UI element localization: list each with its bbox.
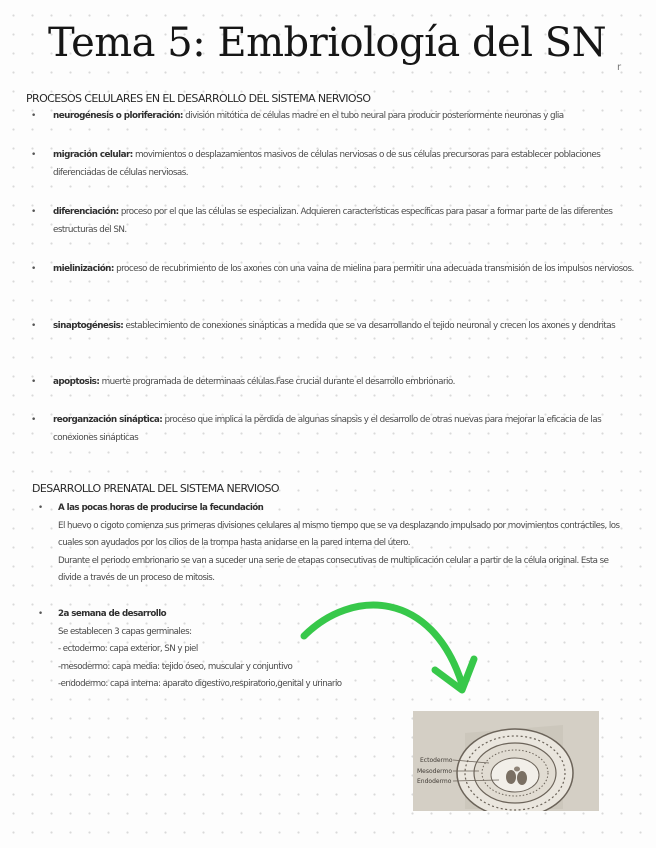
bullet-marker: • <box>31 207 36 217</box>
term-definition: establecimiento de conexiones sinápticas a medida que se va desarrollando el tejido neuronal y crecen los axones y dendritas <box>123 321 616 331</box>
term-definition: muerte programada de determinaas células.Fase crucial durante el desarrollo embrionario. <box>99 377 455 387</box>
list-item-apoptosis <box>31 374 643 392</box>
item-heading: A las pocas horas de producirse la fecundación <box>58 503 264 513</box>
page-title: Tema 5: Embriología del SN <box>48 20 607 66</box>
list-item-neurogenesis <box>31 108 643 126</box>
bullet-marker: • <box>31 321 36 331</box>
list-item-sinaptogenesis <box>31 318 643 336</box>
embryo-layers-diagram <box>413 711 599 811</box>
bullet-marker: • <box>38 609 43 619</box>
item-line: -endodermo: capa interna: aparato digestivo,respiratorio,genital y urinario <box>58 679 342 689</box>
bullet-marker: • <box>31 150 36 160</box>
label-endodermo: Endodermo <box>417 778 452 785</box>
list-item-fecundacion <box>38 500 628 588</box>
bullet-marker: • <box>38 503 43 513</box>
list-item-reorganizacion <box>31 412 643 447</box>
bullet-marker: • <box>31 111 36 121</box>
term-label: sinaptogénesis: <box>53 321 124 331</box>
list-item-diferenciacion <box>31 204 643 239</box>
term-definition: proceso por el que las células se especializan. Adquieren características específicas para pasar a formar parte de las diferentes estructuras del SN. <box>53 207 613 235</box>
section-heading-prenatal: DESARROLLO PRENATAL DEL SISTEMA NERVIOSO <box>32 482 279 495</box>
section-heading-procesos: PROCESOS CELULARES EN EL DESARROLLO DEL SISTEMA NERVIOSO <box>26 92 371 105</box>
list-item-migracion <box>31 147 643 182</box>
term-label: migración celular: <box>53 150 133 160</box>
label-mesodermo: Mesodermo <box>417 768 453 775</box>
term-label: reorganzación sináptica: <box>53 415 163 425</box>
bullet-marker: • <box>31 415 36 425</box>
label-ectodermo: Ectodermo <box>420 757 453 764</box>
term-label: diferenciación: <box>53 207 119 217</box>
term-definition: proceso de recubrimiento de los axones con una vaina de mielina para permitir una adecuada transmisión de los impulsos nerviosos. <box>113 264 634 274</box>
term-label: mielinización: <box>53 264 114 274</box>
corner-mark: r <box>617 62 622 73</box>
curved-arrow-icon <box>292 592 482 702</box>
bullet-marker: • <box>31 264 36 274</box>
item-paragraph: El huevo o cigoto comienza sus primeras divisiones celulares al mismo tiempo que se va desplazando impulsado por movimientos contráctiles, los cuales son ayudados por los cilios de la trompa hasta anidarse en la pared interna del útero. <box>58 520 620 548</box>
bullet-marker: • <box>31 377 36 387</box>
item-line: -mesodermo: capa media: tejido óseo, muscular y conjuntivo <box>58 661 293 672</box>
term-label: apoptosis: <box>53 377 100 387</box>
term-definition: división mitótica de células madre en el tubo neural para producir posteriormente neuronas y glia <box>182 111 564 121</box>
term-definition: movimientos o desplazamientos masivos de células nerviosas o de sus células precursoras para establecer poblaciones diferenciadas de células nerviosas. <box>53 150 601 178</box>
item-line: Se establecen 3 capas germinales: <box>58 626 192 637</box>
term-label: neurogénesis o ploriferación: <box>53 111 183 121</box>
item-heading: 2a semana de desarrollo <box>58 609 167 619</box>
term-definition: proceso que implica la pérdida de algunas sinapsis y el desarrollo de otras nuevas para mejorar la eficacia de las conexiones sinápticas <box>53 415 602 443</box>
item-line: - ectodermo: capa exterior, SN y piel <box>58 644 198 654</box>
list-item-mielinizacion <box>31 261 643 279</box>
item-paragraph: Durante el periodo embrionario se van a suceder una serie de etapas consecutivas de multiplicación celular a partir de la célula original. Esta se divide a través de un proceso de mitosis. <box>58 555 609 583</box>
